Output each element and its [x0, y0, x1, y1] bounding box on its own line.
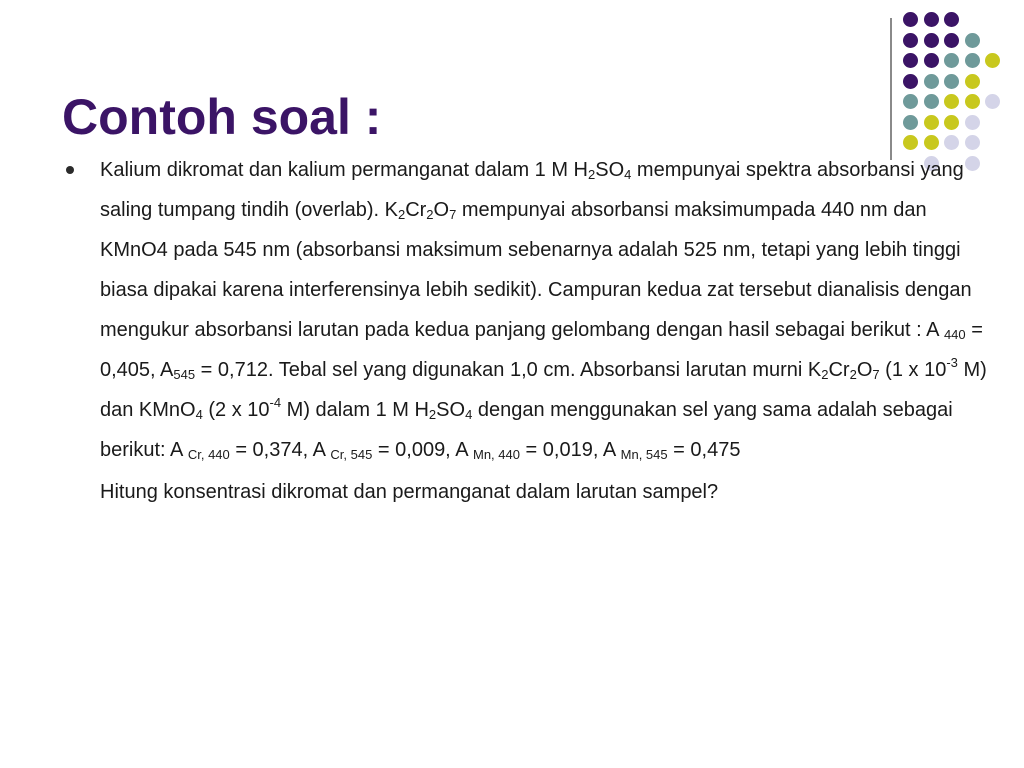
subscript: Mn, 545 [620, 447, 668, 462]
decor-dot-yellow [903, 135, 918, 150]
decor-dot-purple [924, 12, 939, 27]
decor-dot-lavender [985, 94, 1000, 109]
text-run: O [856, 359, 873, 381]
subscript: 2 [588, 167, 596, 182]
decor-dot-yellow [985, 53, 1000, 68]
decor-dot-teal [944, 53, 959, 68]
subscript: 7 [449, 207, 457, 222]
text-run: = 0,019, A [519, 439, 621, 461]
problem-paragraph [100, 150, 995, 470]
text-run: Cr [405, 199, 427, 221]
subscript: 2 [426, 207, 434, 222]
decor-dot-yellow [965, 94, 980, 109]
decor-dot-teal [903, 115, 918, 130]
subscript: 545 [173, 367, 196, 382]
subscript: 2 [397, 207, 406, 222]
decor-dot-teal [924, 94, 939, 109]
decor-dot-purple [924, 53, 939, 68]
text-run: = 0,374, A [229, 439, 331, 461]
decor-dot-purple [903, 53, 918, 68]
subscript: 4 [465, 407, 473, 422]
text-run: = 0,712. Tebal sel yang digunakan 1,0 cm. Absorbansi larutan murni K [195, 359, 822, 381]
subscript: 7 [872, 367, 880, 382]
decor-dot-yellow [944, 94, 959, 109]
decor-dot-purple [903, 74, 918, 89]
text-run: Cr [828, 359, 850, 381]
decor-dot-teal [903, 94, 918, 109]
decor-dot-teal [944, 74, 959, 89]
superscript: -4 [269, 395, 282, 410]
text-run: mempunyai absorbansi maksimumpada 440 nm dan KMnO4 pada 545 nm (absorbansi maksimum sebenarnya adalah 525 nm, tetapi yang lebih tinggi biasa dipakai karena interferensinya lebih sedikit). Campuran kedua zat tersebut dianalisis dengan mengukur absorbansi larutan pada kedua panjang gelombang dengan hasil sebagai berikut : A [100, 199, 972, 341]
subscript: 440 [943, 327, 966, 342]
text-run: O [433, 199, 450, 221]
decor-dot-yellow [924, 115, 939, 130]
decor-dot-yellow [944, 115, 959, 130]
subscript: 2 [428, 407, 437, 422]
decor-dot-purple [944, 12, 959, 27]
text-run: = 0,009, A [372, 439, 473, 461]
subscript: 2 [821, 367, 829, 382]
decor-dot-yellow [924, 135, 939, 150]
question-paragraph: Hitung konsentrasi dikromat dan permanganat dalam larutan sampel? [100, 481, 719, 503]
decor-dot-yellow [965, 74, 980, 89]
text-run: M) dan KMnO [100, 359, 987, 421]
decor-dot-purple [944, 33, 959, 48]
subscript: Cr, 545 [330, 447, 373, 462]
decor-dot-lavender [965, 135, 980, 150]
superscript: -3 [946, 355, 958, 370]
bullet-icon [66, 166, 74, 174]
decor-dot-lavender [944, 135, 959, 150]
subscript: Mn, 440 [473, 447, 520, 462]
text-run: SO [595, 159, 625, 181]
decor-dot-purple [903, 33, 918, 48]
decor-dot-teal [965, 53, 980, 68]
text-run: = 0,405, A [100, 319, 983, 381]
slide-body [100, 150, 995, 512]
decorative-dot-grid [903, 12, 1013, 172]
text-run: (1 x 10 [879, 359, 947, 381]
subscript: 4 [195, 407, 203, 422]
text-run: dengan menggunakan sel yang sama adalah sebagai berikut: A [100, 399, 953, 461]
decor-dot-purple [903, 12, 918, 27]
subscript: Cr, 440 [187, 447, 230, 462]
text-run: mempunyai spektra absorbansi yang saling tumpang tindih (overlab). K [100, 159, 964, 221]
decor-dot-teal [965, 33, 980, 48]
decor-dot-teal [924, 74, 939, 89]
divider-line [890, 18, 892, 160]
subscript: 2 [849, 367, 857, 382]
text-run: SO [436, 399, 466, 421]
decor-dot-purple [924, 33, 939, 48]
text-run: = 0,475 [667, 439, 741, 461]
text-run: M) dalam 1 M H [281, 399, 429, 421]
text-run: (2 x 10 [202, 399, 270, 421]
slide-title: Contoh soal : [62, 88, 382, 145]
subscript: 4 [624, 167, 632, 182]
text-run: Kalium dikromat dan kalium permanganat dalam 1 M H [100, 159, 588, 181]
decor-dot-lavender [965, 115, 980, 130]
